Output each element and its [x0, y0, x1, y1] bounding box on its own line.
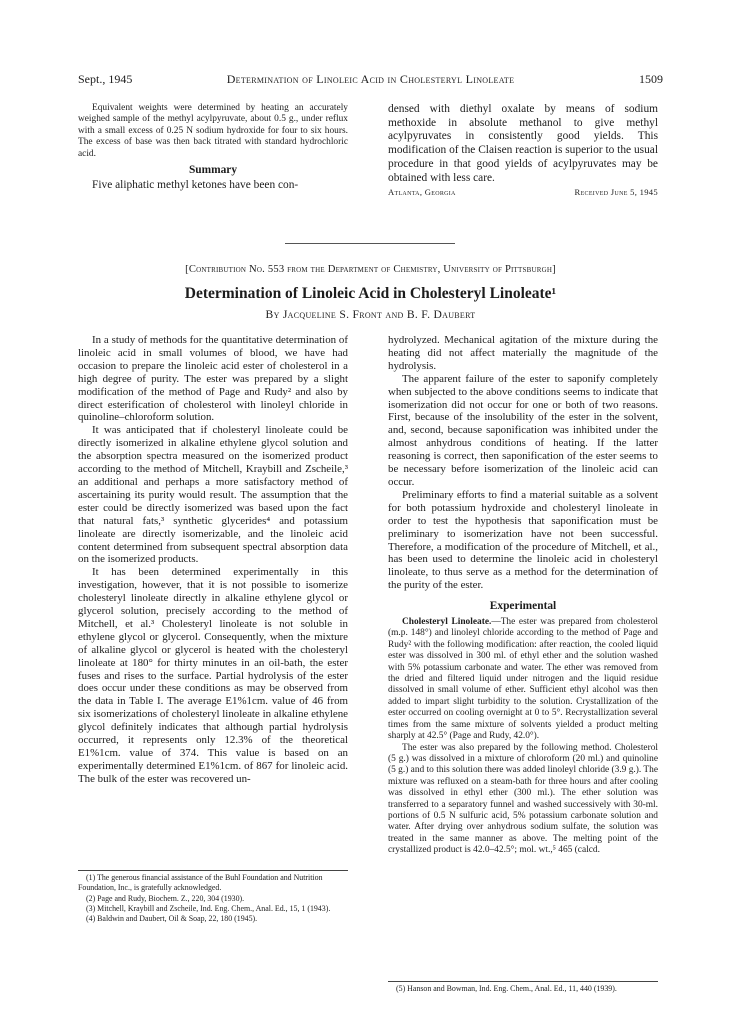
footnote: (3) Mitchell, Kraybill and Zscheile, Ind. Eng. Chem., Anal. Ed., 15, 1 (1943). — [86, 903, 331, 913]
prev-article-paragraph: Equivalent weights were determined by heating an accurately weighed sample of the methyl acylpyruvate, about 0.5 g., under reflux with a small excess of 0.25 N sodium hydroxide for four to six hours. The excess of base was then back titrated with standard hydrochloric acid. — [78, 103, 348, 159]
body-paragraph: In a study of methods for the quantitative determination of linoleic acid in small volumes of blood, we have had occasion to prepare the linoleic acid ester of cholesterol in a high degree of purity. The ester was prepared by a slight modification of the method of Page and Rudy² and also by direct esterification of cholesterol with linoleyl chloride in quinoline–chloroform solution. — [78, 334, 348, 424]
footnote: (2) Page and Rudy, Biochem. Z., 220, 304 (1930). — [86, 893, 245, 903]
article-authors: By Jacqueline S. Front and B. F. Daubert — [265, 308, 476, 321]
summary-heading: Summary — [188, 164, 238, 177]
experimental-paragraph — [388, 617, 658, 742]
footnote: (1) The generous financial assistance of the Buhl Foundation and Nutrition Foundation, Inc., is gratefully acknowledged. — [78, 873, 323, 893]
running-header — [78, 72, 663, 88]
summary-start: Five aliphatic methyl ketones have been con- — [92, 179, 299, 192]
received-date: Received June 5, 1945 — [574, 187, 658, 198]
body-paragraph: hydrolyzed. Mechanical agitation of the mixture during the heating did not affect materially the magnitude of the hydrolysis. — [388, 334, 658, 372]
received-line — [388, 186, 658, 200]
body-left-column — [78, 334, 348, 786]
header-page-number: 1509 — [639, 72, 663, 86]
article-divider — [285, 243, 455, 244]
body-paragraph: It was anticipated that if cholesteryl linoleate could be directly isomerized in alkaline ethylene glycol solution and the absorption spectra measured on the isomerized product according to the method of Mitchell, Kraybill and Zscheile,³ an additional and perhaps a more satisfactory method of ascertaining its purity would result. The assumption that the ester could be directly isomerized was based upon the fact that natural fats,³ synthetic glycerides⁴ and potassium linoleate are directly isomerizable, and the linoleic acid content determined from subsequent spectral absorption data on the isomerized products. — [78, 424, 348, 566]
body-paragraph: Preliminary efforts to find a material suitable as a solvent for both potassium hydroxide and cholesteryl linoleate in order to test the hypothesis that saponification must be preliminary to isomerization have not been successful. Therefore, a modification of the procedure of Mitchell, et al., has been used to determine the linoleic acid in cholesteryl linoleate, to thus serve as a method for the determination of the purity of the ester. — [388, 488, 658, 592]
experimental-heading: Experimental — [489, 600, 557, 613]
header-running-title: Determination of Linoleic Acid in Cholesteryl Linoleate — [226, 72, 515, 86]
footnotes-right — [388, 981, 658, 994]
footnotes-left — [78, 870, 348, 924]
article-title: Determination of Linoleic Acid in Cholesteryl Linoleate¹ — [184, 285, 557, 302]
location: Atlanta, Georgia — [388, 187, 456, 198]
experimental-paragraph: The ester was also prepared by the following method. Cholesterol (5 g.) was dissolved in a mixture of chloroform (20 ml.) and quinoline (5 g.) and to this solution there was added linoleyl chloride (3.9 g.). The mixture was refluxed on a steam-bath for three hours and after cooling was dissolved in ethyl ether (300 ml.). The ether solution was transferred to a separatory funnel and washed successively with 30-ml. portions of 0.5 N sulfuric acid, 5% potassium carbonate solution and water. After drying over anhydrous sodium sulfate, the solution was treated in the same manner as above. The melting point of the crystallized product is 42.0–42.5°; mol. wt.,⁵ 465 (calcd. — [388, 742, 658, 856]
header-date: Sept., 1945 — [78, 72, 133, 86]
experimental-run-in-head: Cholesteryl Linoleate. — [402, 617, 492, 628]
summary-continued: densed with diethyl oxalate by means of sodium methoxide in absolute methanol to give methyl acylpyruvates in consistently good yields. This modification of the Claisen reaction is superior to the usual procedure in that good yields of acylpyruvates may be obtained with less care. — [388, 103, 658, 184]
footnote: (4) Baldwin and Daubert, Oil & Soap, 22, 180 (1945). — [86, 914, 258, 924]
prev-article-left — [78, 103, 348, 193]
body-right-column — [388, 334, 658, 857]
footnote: (5) Hanson and Bowman, Ind. Eng. Chem., Anal. Ed., 11, 440 (1939). — [396, 984, 617, 993]
prev-article-right — [388, 103, 658, 200]
contribution-line: [Contribution No. 553 from the Department of Chemistry, University of Pittsburgh] — [185, 264, 556, 275]
body-paragraph: The apparent failure of the ester to saponify completely when subjected to the above conditions seems to indicate that isomerization did not occur for one or both of two reasons. First, because of the insolubility of the ester in the solvent, and, second, because saponification was inhibited under the almost anhydrous conditions of heating. If the latter reasoning is correct, then saponification of the ester seems to be necessary before isomerization of the linoleic acid can occur. — [388, 372, 658, 488]
body-paragraph: It has been determined experimentally in this investigation, however, that it is not possible to isomerize cholesteryl linoleate directly in alkaline ethylene glycol or glycerol solution, precisely according to the method of Mitchell, et al.³ Cholesteryl linoleate is not soluble in ethylene glycol or glycerol. Consequently, when the mixture of alkaline glycol or glycerol is heated with the cholesteryl linoleate at 180° for thirty minutes in an oil-bath, the ester fuses and rises to the surface. Partial hydrolysis of the ester does occur under these conditions as may be observed from the data in Table I. The average E1%1cm. value of 46 from six isomerizations of cholesteryl linoleate in alkaline ethylene glycol definitely indicates that although partial hydrolysis occurred, it represents only 12.3% of the theoretical E1%1cm. value of 374. This value is based on an experimentally determined E1%1cm. of 867 for linoleic acid. The bulk of the ester was recovered un- — [78, 566, 348, 785]
experimental-text: —The ester was prepared from cholesterol (m.p. 148°) and linoleyl chloride according to the method of Page and Rudy² with the following modification: after reaction, the cooled liquid ester was dissolved in 300 ml. of ethyl ether and the solution washed with 5% potassium carbonate and water. The ether was removed from the dried and filtered liquid under nitrogen and the liquid residue dissolved in small volume of ether. Sufficient ethyl alcohol was then added to impart slight turbidity to the solution. Crystallization of the ester occurred on cooling overnight at 0 to 5°. Recrystallization several times from the same mixture of solvents yielded a product melting sharply at 42.5° (Page and Rudy, 42.0°). — [388, 617, 658, 742]
